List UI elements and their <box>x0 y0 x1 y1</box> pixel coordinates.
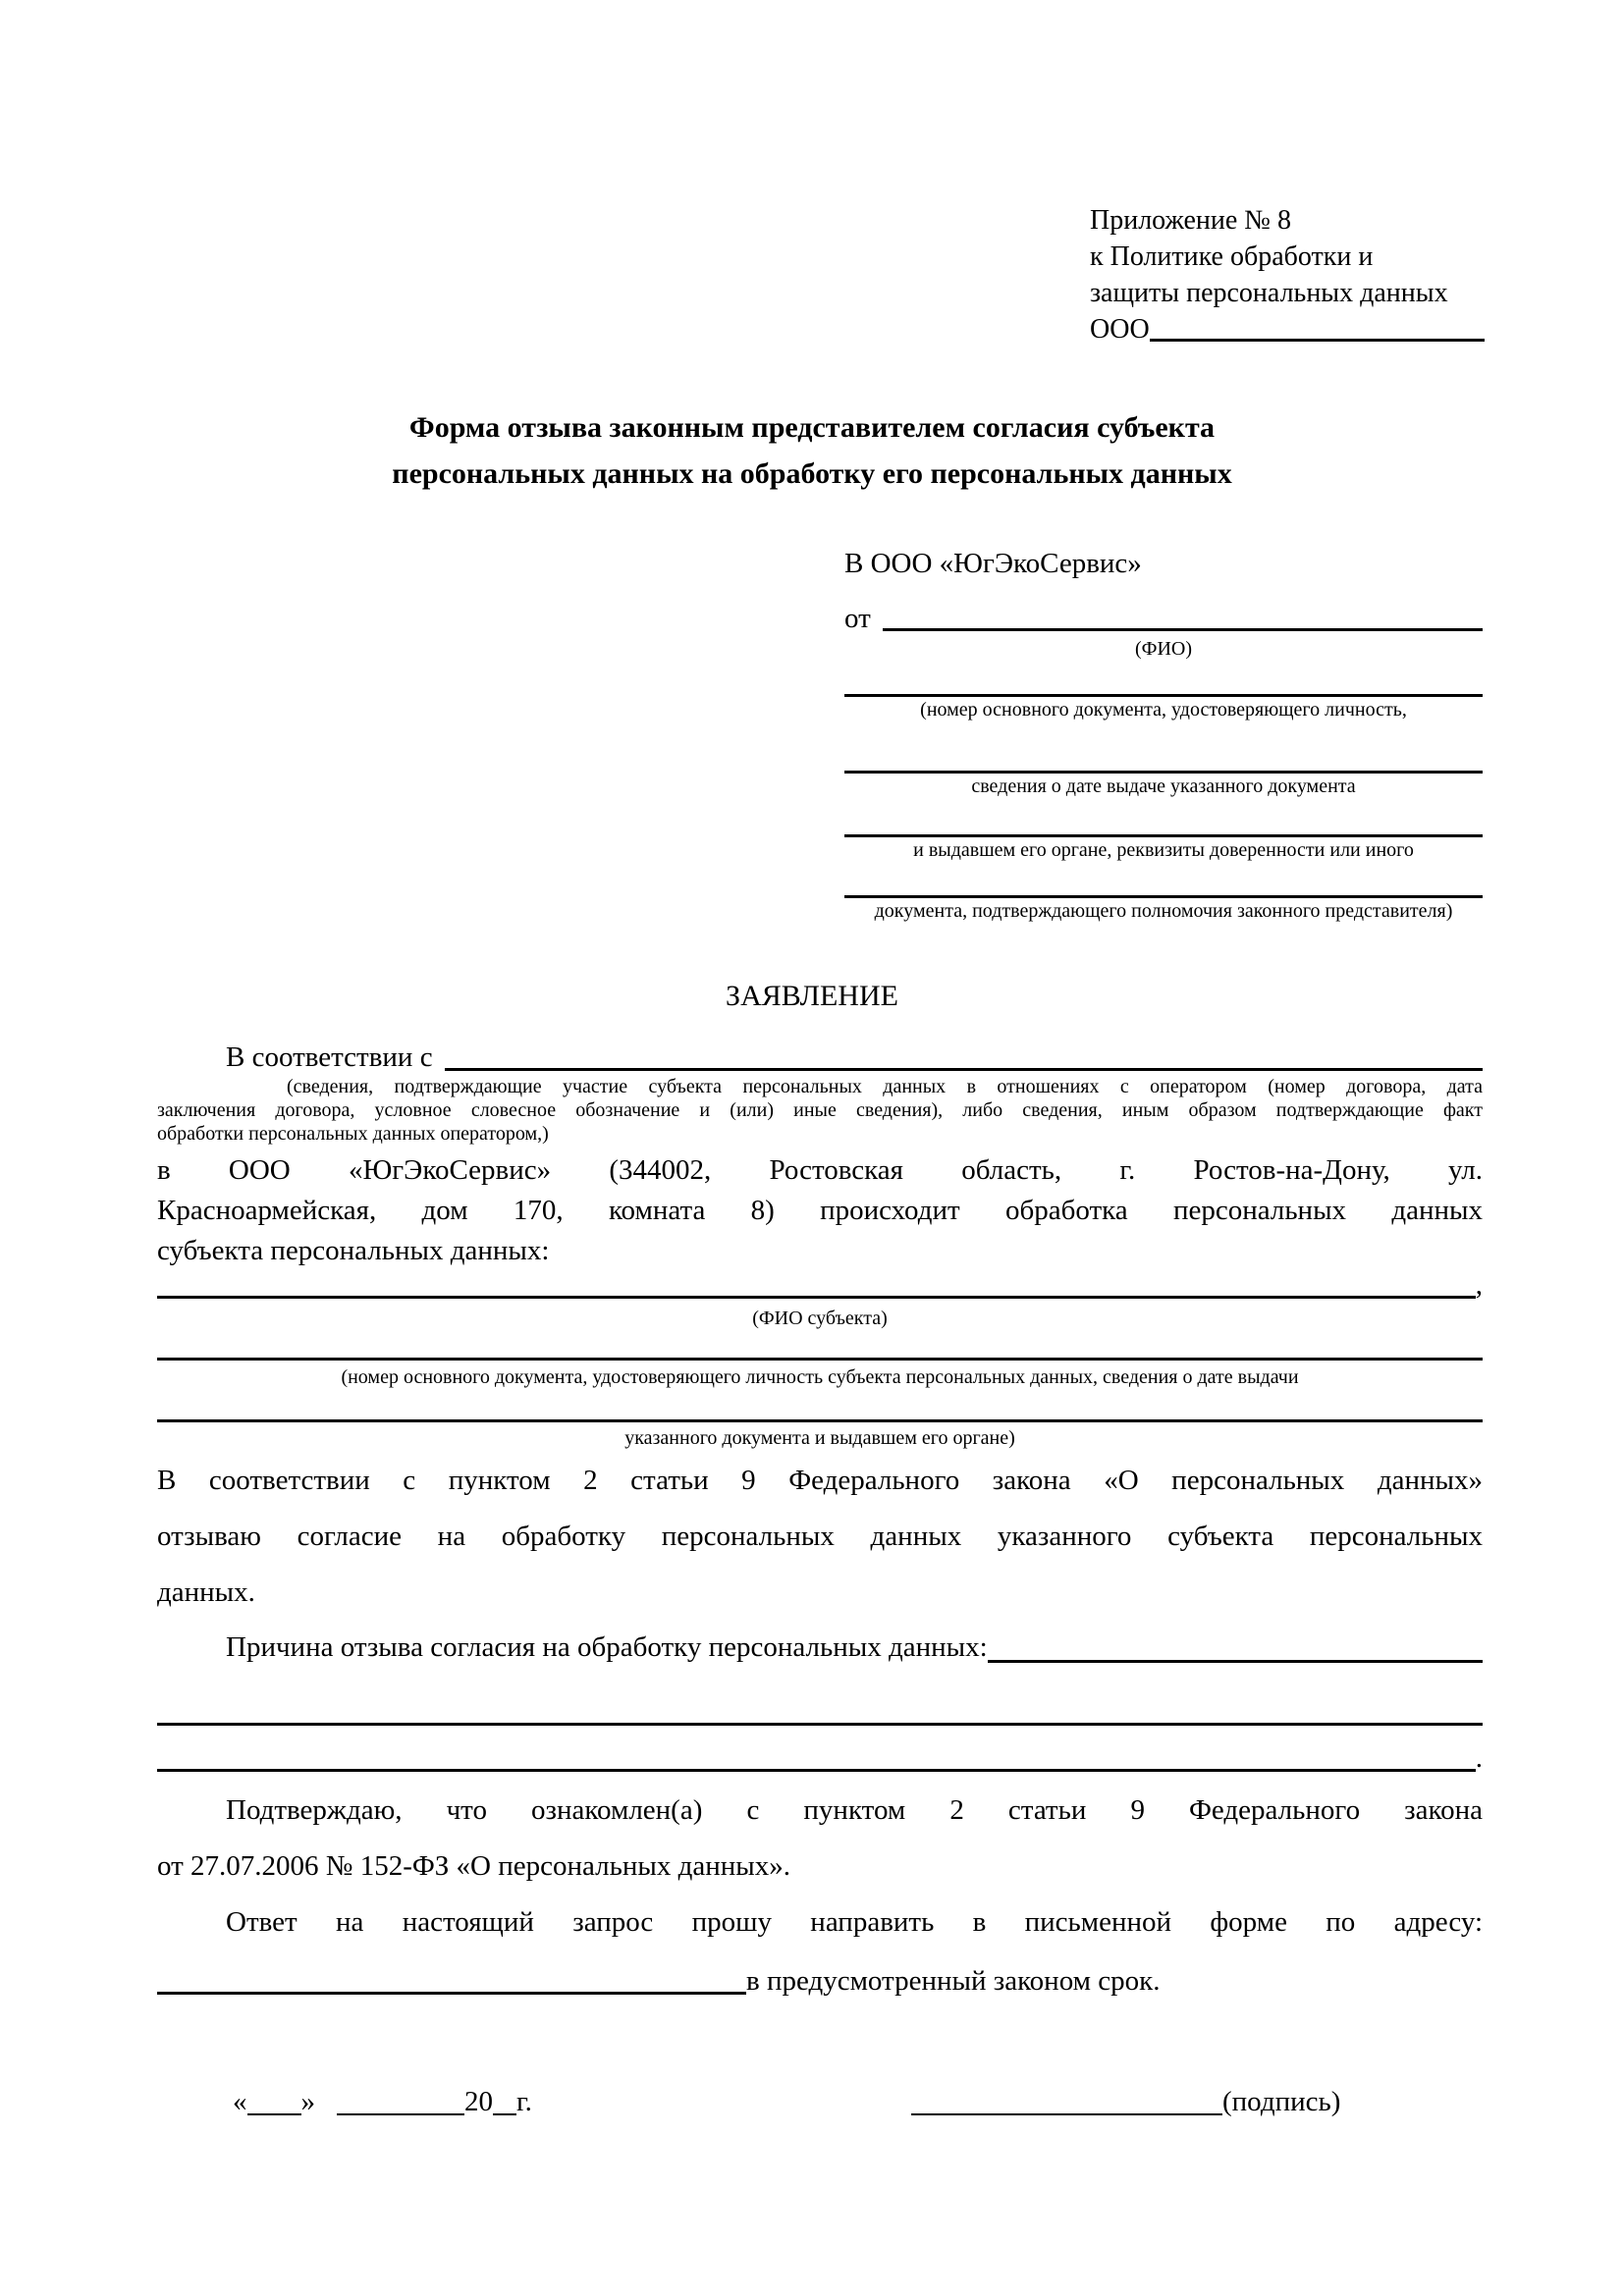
withdrawal-line: данных. <box>157 1576 255 1608</box>
date-row <box>233 2083 532 2120</box>
company-name-field <box>1150 311 1485 342</box>
response-suffix: в предусмотренный законом срок. <box>746 1965 1161 1997</box>
period: . <box>1475 1742 1483 1774</box>
subject-doc-caption: указанного документа и выдавшем его органе) <box>624 1427 1015 1449</box>
withdrawal-line: отзываю согласие на обработку персональных данных указанного субъекта персональных <box>157 1521 1483 1552</box>
addressee-block <box>844 546 1483 924</box>
month-field <box>337 2083 464 2115</box>
operator-paragraph-line: субъекта персональных данных: <box>157 1235 550 1266</box>
doc-caption: сведения о дате выдаче указанного документа <box>971 775 1356 797</box>
addressee-to: В ООО «ЮгЭкоСервис» <box>844 548 1142 579</box>
confirmation-line: Подтверждаю, что ознакомлен(а) с пунктом 2 статьи 9 Федерального закона <box>226 1794 1483 1826</box>
accordance-field <box>445 1039 1483 1071</box>
representative-doc-field <box>844 799 1483 837</box>
accordance-label: В соответствии с <box>226 1041 433 1073</box>
confirmation-line: от 27.07.2006 № 152-ФЗ «О персональных данных». <box>157 1850 791 1882</box>
header-note-line: Приложение № 8 <box>1090 205 1291 236</box>
paragraph-indent <box>157 1620 226 1676</box>
reason-label: Причина отзыва согласия на обработку персональных данных: <box>226 1631 988 1663</box>
doc-caption: (номер основного документа, удостоверяющего личность, <box>920 699 1407 721</box>
address-field <box>157 1961 746 1995</box>
operator-paragraph <box>157 1150 1483 1271</box>
signature-row <box>911 2083 1340 2120</box>
response-paragraph: Ответ на настоящий запрос прошу направить в письменной форме по адресу: <box>226 1906 1483 1938</box>
subject-name-row <box>157 1266 1483 1304</box>
subject-name-field <box>157 1266 1476 1299</box>
from-label: от <box>844 603 871 634</box>
header-note <box>1090 202 1485 347</box>
company-row <box>1090 311 1485 347</box>
header-note-line: к Политике обработки и <box>1090 241 1374 272</box>
paragraph-indent <box>157 1039 226 1076</box>
withdrawal-line: В соответствии с пунктом 2 статьи 9 Федерального закона «О персональных данных» <box>157 1465 1483 1496</box>
evidence-caption-line: обработки персональных данных оператором,) <box>157 1123 549 1145</box>
subject-fio-caption: (ФИО субъекта) <box>752 1308 888 1329</box>
representative-doc-field <box>844 722 1483 774</box>
representative-doc-field <box>844 662 1483 697</box>
evidence-caption-line: (сведения, подтверждающие участие субъекта персональных данных в отношениях с оператором (номер договора, дата <box>287 1076 1483 1097</box>
year-prefix: 20 <box>464 2086 493 2117</box>
representative-doc-field <box>844 863 1483 898</box>
withdrawal-paragraph <box>157 1453 1483 1621</box>
quote-close: » <box>300 2086 315 2117</box>
operator-paragraph-line: в ООО «ЮгЭкоСервис» (344002, Ростовская область, г. Ростов-на-Дону, ул. <box>157 1154 1483 1186</box>
reason-row <box>157 1620 1483 1676</box>
year-suffix: г. <box>516 2086 532 2117</box>
evidence-caption <box>157 1075 1483 1146</box>
company-prefix: ООО <box>1090 314 1150 345</box>
form-title <box>149 404 1475 497</box>
from-row <box>844 601 1483 636</box>
signature-field <box>911 2083 1222 2115</box>
spacer <box>315 2083 337 2120</box>
statement-heading: ЗАЯВЛЕНИЕ <box>726 980 898 1012</box>
accordance-row <box>157 1039 1483 1076</box>
evidence-caption-line: заключения договора, условное словесное обозначение и (или) иные сведения), либо сведения, иным образом подтверждающие факт <box>157 1099 1483 1121</box>
year-field <box>493 2083 516 2115</box>
fio-caption: (ФИО) <box>1134 638 1192 660</box>
subject-doc-field <box>157 1388 1483 1422</box>
form-title-line: персональных данных на обработку его персональных данных <box>392 457 1232 490</box>
reason-extra-row <box>157 1739 1483 1777</box>
from-name-field <box>883 601 1483 631</box>
signature-caption: (подпись) <box>1222 2086 1341 2117</box>
day-field <box>247 2083 301 2115</box>
subject-doc-caption: (номер основного документа, удостоверяющего личность субъекта персональных данных, сведения о дате выдачи <box>341 1366 1299 1388</box>
confirmation-paragraph <box>157 1783 1483 1895</box>
quote-open: « <box>233 2086 247 2117</box>
reason-extra-field <box>157 1690 1483 1726</box>
operator-paragraph-line: Красноармейская, дом 170, комната 8) происходит обработка персональных данных <box>157 1195 1483 1226</box>
subject-doc-field <box>157 1325 1483 1361</box>
reason-extra-field <box>157 1739 1476 1772</box>
reason-field <box>988 1620 1483 1663</box>
form-title-line: Форма отзыва законным представителем согласия субъекта <box>408 411 1216 444</box>
comma: , <box>1475 1269 1483 1301</box>
response-address-row <box>157 1961 1483 2001</box>
doc-caption: и выдавшем его органе, реквизиты доверенности или иного <box>913 839 1414 861</box>
header-note-line: защиты персональных данных <box>1090 278 1448 308</box>
doc-caption: документа, подтверждающего полномочия законного представителя) <box>874 900 1453 922</box>
